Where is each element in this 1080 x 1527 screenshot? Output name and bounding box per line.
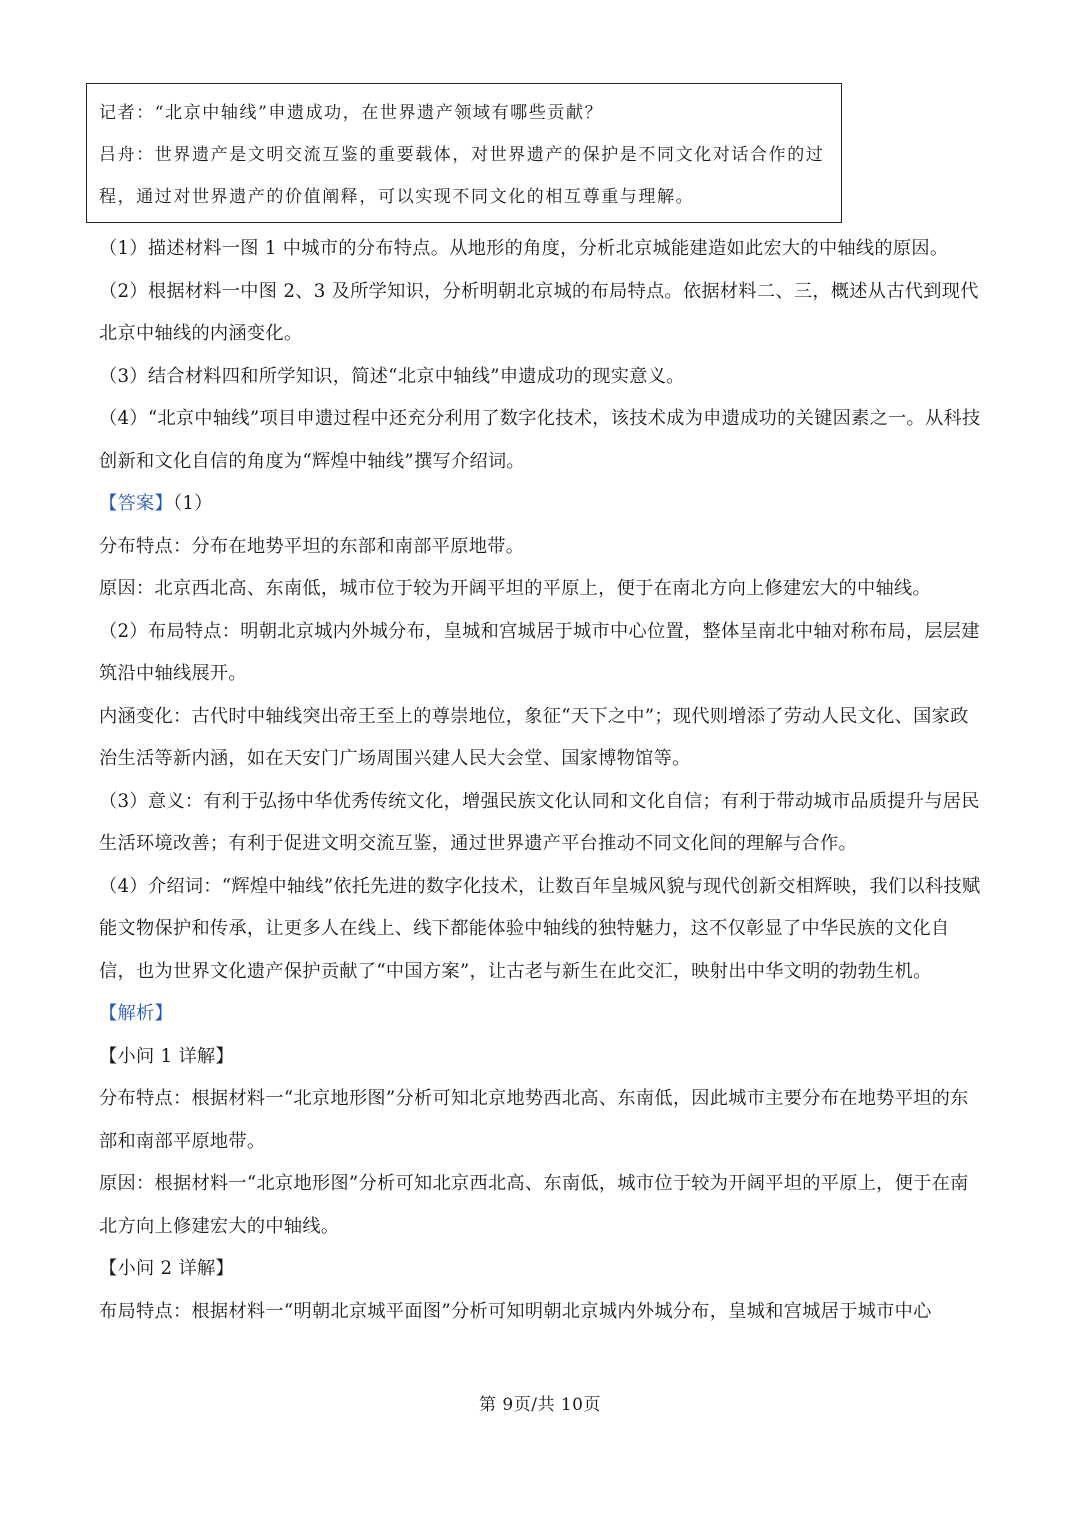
answer-paragraph: 原因：北京西北高、东南低，城市位于较为开阔平坦的平原上，便于在南北方向上修建宏大的中轴线。 bbox=[99, 578, 931, 599]
answer-paragraph: （4）介绍词：“辉煌中轴线”依托先进的数字化技术，让数百年皇城风貌与现代创新交相辉映，我们以科技赋能文物保护和传承，让更多人在线上、线下都能体验中轴线的独特魅力，这不仅彰显了中华民族的文化自信，也为世界文化遗产保护贡献了“中国方案”，让古老与新生在此交汇，映射出中华文明的勃勃生机。 bbox=[99, 875, 981, 982]
quote-line-lvzhou: 吕舟：世界遗产是文明交流互鉴的重要载体，对世界遗产的保护是不同文化对话合作的过程，通过对世界遗产的价值阐释，可以实现不同文化的相互尊重与理解。 bbox=[99, 145, 825, 207]
question-1: （1）描述材料一图 1 中城市的分布特点。从地形的角度，分析北京城能建造如此宏大的中轴线的原因。 bbox=[99, 238, 949, 259]
answer-first-number: （1） bbox=[172, 493, 213, 514]
interview-quote-box bbox=[86, 83, 842, 223]
answer-heading bbox=[99, 483, 984, 526]
main-content bbox=[99, 228, 984, 1333]
question-3: （3）结合材料四和所学知识，简述“北京中轴线”申遗成功的现实意义。 bbox=[99, 365, 685, 387]
quote-line-reporter: 记者：“北京中轴线”申遗成功，在世界遗产领域有哪些贡献？ bbox=[99, 103, 604, 123]
analysis-paragraph: 原因：根据材料一“北京地形图”分析可知北京西北高、东南低，城市位于较为开阔平坦的平原上，便于在南北方向上修建宏大的中轴线。 bbox=[99, 1173, 969, 1237]
answer-paragraph: （3）意义：有利于弘扬中华优秀传统文化，增强民族文化认同和文化自信；有利于带动城市品质提升与居民生活环境改善；有利于促进文明交流互鉴，通过世界遗产平台推动不同文化间的理解与合作。 bbox=[99, 790, 980, 854]
analysis-paragraph: 布局特点：根据材料一“明朝北京城平面图”分析可知明朝北京城内外城分布，皇城和宫城居于城市中心 bbox=[99, 1300, 932, 1322]
answer-paragraph: （2）布局特点：明朝北京城内外城分布，皇城和宫城居于城市中心位置，整体呈南北中轴对称布局，层层建筑沿中轴线展开。 bbox=[99, 620, 980, 684]
answer-paragraph: 分布特点：分布在地势平坦的东部和南部平原地带。 bbox=[99, 535, 525, 557]
analysis-paragraph: 分布特点：根据材料一“北京地形图”分析可知北京地势西北高、东南低，因此城市主要分布在地势平坦的东部和南部平原地带。 bbox=[99, 1088, 969, 1152]
page-footer: 第 9页/共 10页 bbox=[479, 1395, 601, 1415]
question-4: （4）“北京中轴线”项目申遗过程中还充分利用了数字化技术，该技术成为申遗成功的关键因素之一。从科技创新和文化自信的角度为“辉煌中轴线”撰写介绍词。 bbox=[99, 408, 981, 472]
sub-question-1-heading: 【小问 1 详解】 bbox=[99, 1045, 234, 1067]
sub-question-2-heading: 【小问 2 详解】 bbox=[99, 1258, 234, 1279]
analysis-label: 【解析】 bbox=[99, 1003, 173, 1024]
question-2: （2）根据材料一中图 2、3 及所学知识，分析明朝北京城的布局特点。依据材料二、三，概述从古代到现代北京中轴线的内涵变化。 bbox=[99, 280, 979, 344]
answer-label: 【答案】 bbox=[99, 493, 173, 514]
answer-paragraph: 内涵变化：古代时中轴线突出帝王至上的尊崇地位，象征“天下之中”；现代则增添了劳动人民文化、国家政治生活等新内涵，如在天安门广场周围兴建人民大会堂、国家博物馆等。 bbox=[99, 705, 969, 769]
